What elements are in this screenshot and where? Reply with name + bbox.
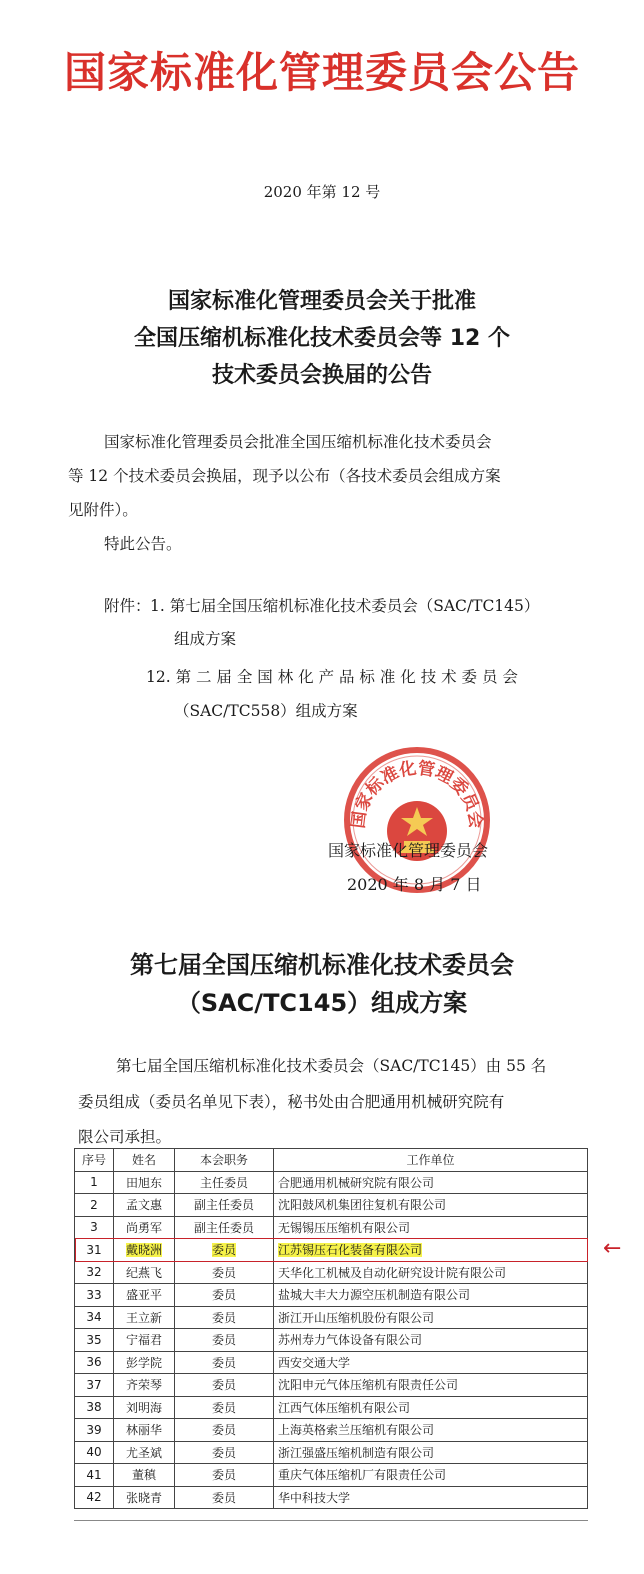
table-header-row [75,1149,588,1172]
member-table [74,1148,588,1509]
table-row [75,1396,588,1419]
row-org: 重庆气体压缩机厂有限责任公司 [274,1464,588,1487]
signature-org: 国家标准化管理委员会 [328,841,489,860]
header-num: 序号 [75,1149,114,1172]
row-org: 江西气体压缩机有限公司 [274,1396,588,1419]
row-num: 33 [75,1284,114,1307]
section-intro-3: 限公司承担。 [78,1128,172,1146]
highlighted-role: 委员 [211,1243,236,1258]
row-role: 委员 [175,1351,274,1374]
highlighted-name: 戴晓洲 [125,1243,162,1258]
row-name: 刘明海 [114,1396,175,1419]
row-name: 董稹 [114,1464,175,1487]
row-role: 委员 [175,1441,274,1464]
table-row [75,1486,588,1509]
title-line-2: 全国压缩机标准化技术委员会等 12 个 [134,326,510,351]
row-num: 1 [75,1171,114,1194]
row-org: 浙江强盛压缩机制造有限公司 [274,1441,588,1464]
table-row [75,1306,588,1329]
table-row [75,1329,588,1352]
title-line-3: 技术委员会换届的公告 [211,363,432,388]
body-line-4: 特此公告。 [104,535,182,553]
row-num: 40 [75,1441,114,1464]
header-name: 姓名 [114,1149,175,1172]
body-line-3: 见附件）。 [68,501,138,519]
row-role: 委员 [175,1464,274,1487]
header-org: 工作单位 [274,1149,588,1172]
attachment-item-12-line-2: （SAC/TC558）组成方案 [174,702,358,720]
section-title-1: 第七届全国压缩机标准化技术委员会 [130,951,514,979]
row-num: 39 [75,1419,114,1442]
row-org: 浙江开山压缩机股份有限公司 [274,1306,588,1329]
row-role: 委员 [175,1306,274,1329]
attachment-item-12-line-1: 12. 第 二 届 全 国 林 化 产 品 标 准 化 技 术 委 员 会 [146,668,518,686]
row-name: 尤圣斌 [114,1441,175,1464]
row-name: 田旭东 [114,1171,175,1194]
section-intro-2: 委员组成（委员名单见下表），秘书处由合肥通用机械研究院有 [78,1093,505,1111]
row-role: 委员 [175,1486,274,1509]
highlight-frame [75,1238,588,1262]
row-num: 34 [75,1306,114,1329]
bottom-rule [74,1520,588,1521]
row-name: 张晓青 [114,1486,175,1509]
row-name: 尚勇军 [114,1216,175,1239]
row-role: 委员 [175,1396,274,1419]
table-row [75,1374,588,1397]
row-name: 林丽华 [114,1419,175,1442]
row-role: 委员 [175,1261,274,1284]
row-role: 主任委员 [175,1171,274,1194]
title-line-1: 国家标准化管理委员会关于批准 [167,289,476,314]
row-num: 41 [75,1464,114,1487]
row-org: 盐城大丰大力源空压机制造有限公司 [274,1284,588,1307]
table-row [75,1441,588,1464]
row-num: 35 [75,1329,114,1352]
row-org: 沈阳鼓风机集团往复机有限公司 [274,1194,588,1217]
attachment-item-1-line-1: 1. 第七届全国压缩机标准化技术委员会（SAC/TC145） [150,597,540,615]
body-line-2: 等 12 个技术委员会换届，现予以公布（各技术委员会组成方案 [68,467,501,485]
row-name: 王立新 [114,1306,175,1329]
table-row [75,1171,588,1194]
row-org: 天华化工机械及自动化研究设计院有限公司 [274,1261,588,1284]
row-num: 38 [75,1396,114,1419]
section-title-2: （SAC/TC145）组成方案 [176,989,468,1017]
row-num: 36 [75,1351,114,1374]
row-role: 委员 [175,1329,274,1352]
row-name: 齐荣琴 [114,1374,175,1397]
row-num: 37 [75,1374,114,1397]
row-name: 孟文惠 [114,1194,175,1217]
table-row [75,1261,588,1284]
row-org: 合肥通用机械研究院有限公司 [274,1171,588,1194]
row-org: 华中科技大学 [274,1486,588,1509]
table-row [75,1351,588,1374]
row-org: 西安交通大学 [274,1351,588,1374]
section-intro-1: 第七届全国压缩机标准化技术委员会（SAC/TC145）由 55 名 [116,1057,547,1075]
row-name: 纪燕飞 [114,1261,175,1284]
row-num: 32 [75,1261,114,1284]
row-org: 苏州寿力气体设备有限公司 [274,1329,588,1352]
row-org: 上海英格索兰压缩机有限公司 [274,1419,588,1442]
announcement-header: 国家标准化管理委员会公告 [63,48,580,97]
header-role: 本会职务 [175,1149,274,1172]
document-number: 2020 年第 12 号 [263,183,381,201]
table-row [75,1464,588,1487]
row-role: 委员 [175,1284,274,1307]
row-name: 彭学院 [114,1351,175,1374]
table-row [75,1194,588,1217]
table-row [75,1284,588,1307]
arrow-left-icon: ← [603,1236,622,1261]
row-num: 2 [75,1194,114,1217]
row-role: 委员 [175,1374,274,1397]
row-num: 42 [75,1486,114,1509]
row-org: 无锡锡压压缩机有限公司 [274,1216,588,1239]
body-line-1: 国家标准化管理委员会批准全国压缩机标准化技术委员会 [104,433,492,451]
highlighted-org: 江苏锡压石化装备有限公司 [278,1243,423,1258]
table-row [75,1216,588,1239]
row-name: 盛亚平 [114,1284,175,1307]
row-org: 沈阳申元气体压缩机有限责任公司 [274,1374,588,1397]
row-role: 副主任委员 [175,1216,274,1239]
row-role: 委员 [175,1419,274,1442]
attachment-label: 附件： [104,597,151,615]
table-row [75,1419,588,1442]
row-num: 3 [75,1216,114,1239]
signature-date: 2020 年 8 月 7 日 [347,875,482,894]
attachment-item-1-line-2: 组成方案 [174,630,237,648]
seal-text: 国家标准化管理委员会 [348,758,486,830]
row-name: 宁福君 [114,1329,175,1352]
row-role: 副主任委员 [175,1194,274,1217]
row-num: 31 [75,1239,114,1262]
